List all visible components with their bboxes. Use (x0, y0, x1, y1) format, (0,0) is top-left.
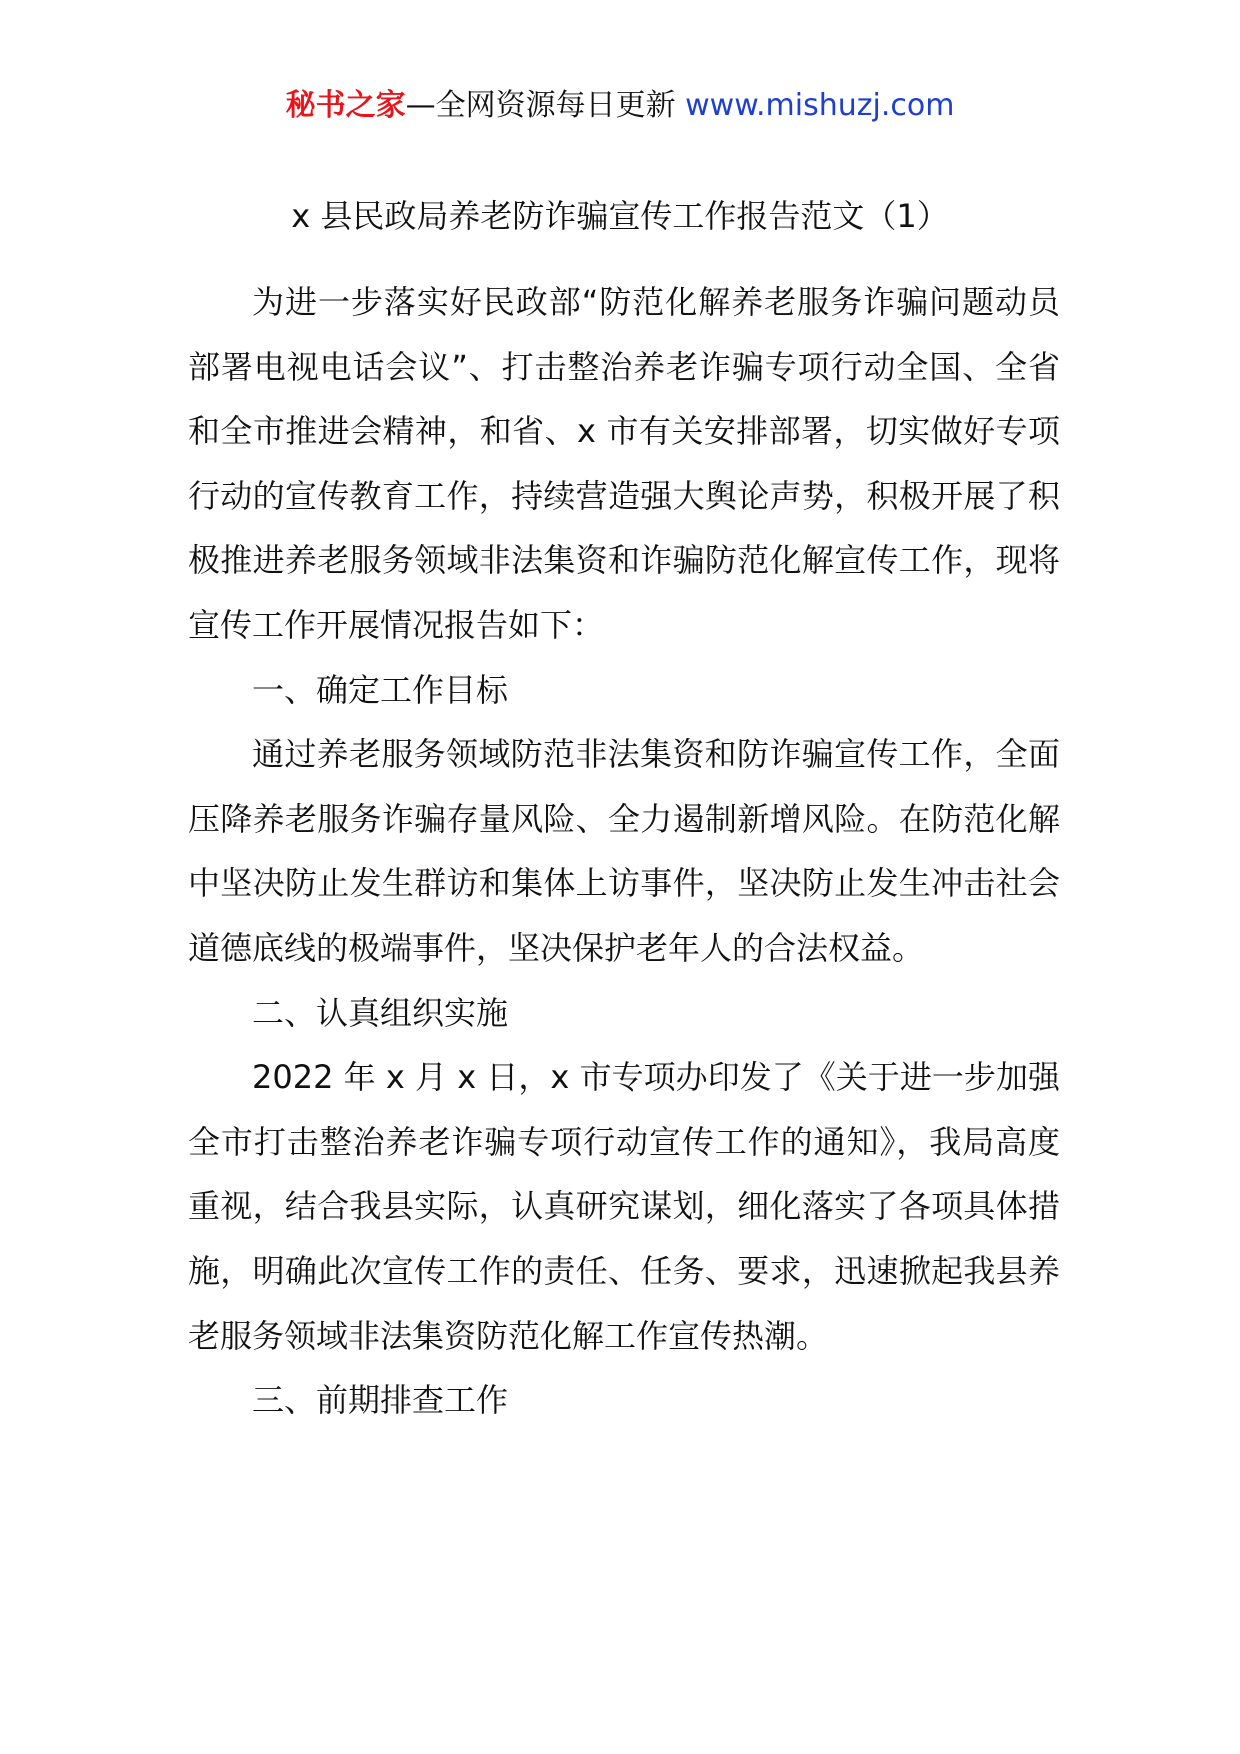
section-heading-1: 一、确定工作目标 (252, 670, 509, 709)
section-heading-2: 二、认真组织实施 (252, 993, 509, 1032)
section-1-paragraph: 通过养老服务领域防范非法集资和防诈骗宣传工作，全面压降养老服务诈骗存量风险、全力遏制新增风险。在防范化解中坚决防止发生群访和集体上访事件，坚决防止发生冲击社会道德底线的极端事件，坚决保护老年人的合法权益。 (188, 735, 1060, 967)
header-tagline: —全网资源每日更新 (405, 88, 686, 123)
section-heading-3: 三、前期排查工作 (252, 1381, 509, 1420)
document-body (188, 270, 1060, 1433)
brand-name: 秘书之家 (285, 88, 406, 123)
site-url-link[interactable]: www.mishuzj.com (685, 88, 955, 123)
site-header (0, 86, 1240, 126)
document-title: x 县民政局养老防诈骗宣传工作报告范文（1） (291, 197, 949, 235)
intro-paragraph: 为进一步落实好民政部“防范化解养老服务诈骗问题动员部署电视电话会议”、打击整治养老诈骗专项行动全国、全省和全市推进会精神，和省、x 市有关安排部署，切实做好专项行动的宣传教育工作，持续营造强大舆论声势，积极开展了积极推进养老服务领域非法集资和诈骗防范化解宣传工作，现将宣传工作开展情况报告如下： (188, 283, 1060, 644)
section-2-paragraph: 2022 年 x 月 x 日，x 市专项办印发了《关于进一步加强全市打击整治养老诈骗专项行动宣传工作的通知》，我局高度重视，结合我县实际，认真研究谋划，细化落实了各项具体措施，明确此次宣传工作的责任、任务、要求，迅速掀起我县养老服务领域非法集资防范化解工作宣传热潮。 (188, 1058, 1060, 1355)
